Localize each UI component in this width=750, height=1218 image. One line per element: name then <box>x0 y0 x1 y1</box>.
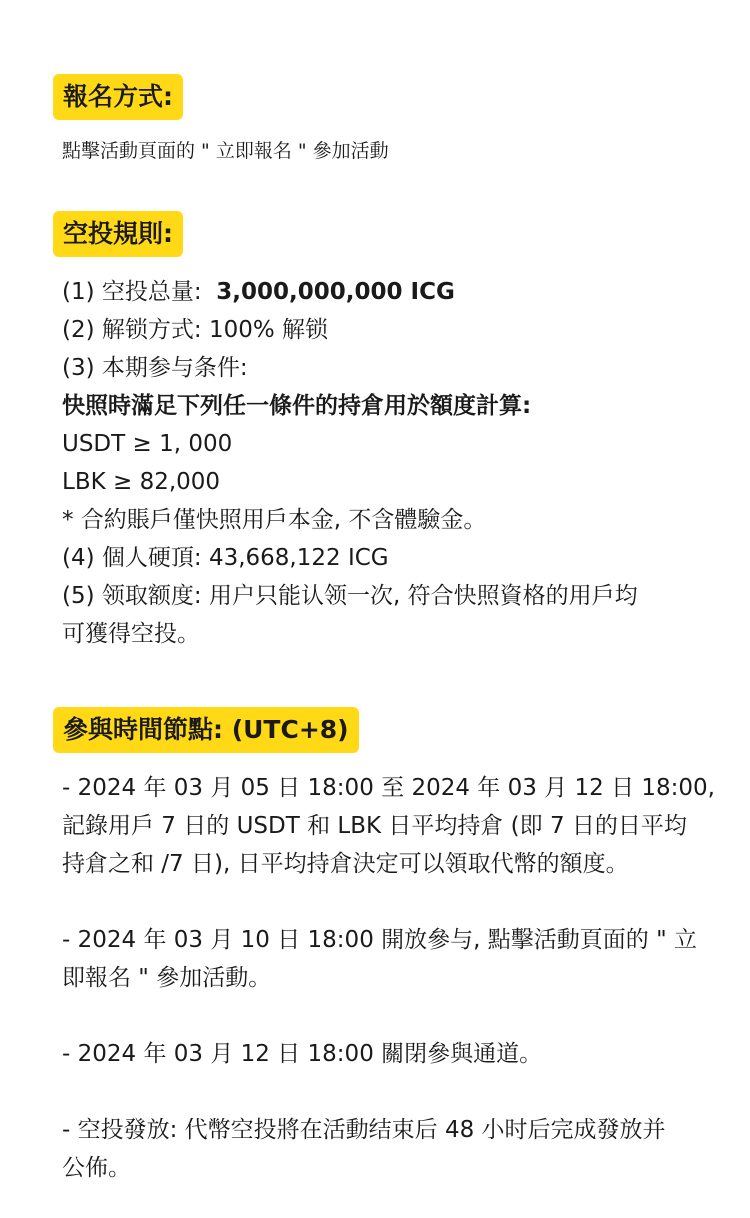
timeline-line: - 2024 年 03 月 12 日 18:00 關閉參與通道。 <box>62 1041 543 1067</box>
timeline-line: - 2024 年 03 月 10 日 18:00 開放參与, 點擊活動頁面的 " 立 <box>62 927 697 953</box>
timeline-line: - 2024 年 03 月 05 日 18:00 至 2024 年 03 月 12 日 18:00, <box>62 775 715 801</box>
rule-snapshot-condition: 快照時滿足下列任一條件的持倉用於額度計算: <box>62 393 532 419</box>
rule-total-amount-label: (1) 空投总量: <box>62 279 202 305</box>
rule-contract-note: * 合約賬戶僅快照用戶本金, 不含體驗金。 <box>62 507 487 533</box>
rule-claim-amount-cont: 可獲得空投。 <box>62 621 200 647</box>
airdrop-rules-list <box>62 273 710 653</box>
timeline-line: 公佈。 <box>62 1155 131 1181</box>
timeline-open-registration <box>62 921 710 997</box>
timeline-snapshot-period <box>62 769 715 883</box>
timeline-line: 記錄用戶 7 日的 USDT 和 LBK 日平均持倉 (即 7 日的日平均 <box>62 813 687 839</box>
airdrop-rules-heading: 空投規則: <box>53 211 183 257</box>
timeline-close-registration <box>62 1035 710 1073</box>
rule-total-amount-value: 3,000,000,000 ICG <box>216 279 455 305</box>
timeline-line: 即報名 " 參加活動。 <box>62 965 272 991</box>
timeline-line: - 空投發放: 代幣空投將在活動结束后 48 小时后完成發放并 <box>62 1117 666 1143</box>
participation-timeline-heading: 參與時間節點: (UTC+8) <box>53 707 359 753</box>
rule-usdt-threshold: USDT ≥ 1, 000 <box>62 431 233 457</box>
participation-timeline <box>62 769 715 1187</box>
rule-lbk-threshold: LBK ≥ 82,000 <box>62 469 221 495</box>
rule-unlock-method: (2) 解锁方式: 100% 解锁 <box>62 317 329 343</box>
timeline-distribution <box>62 1111 710 1187</box>
timeline-line: 持倉之和 /7 日), 日平均持倉決定可以領取代幣的額度。 <box>62 851 629 877</box>
rule-participation-conditions: (3) 本期参与条件: <box>62 355 248 381</box>
registration-method-text: 點擊活動頁面的 " 立即報名 " 參加活動 <box>62 140 389 162</box>
rule-personal-hardcap: (4) 個人硬頂: 43,668,122 ICG <box>62 545 389 571</box>
rule-claim-amount: (5) 领取额度: 用户只能认领一次, 符合快照資格的用戶均 <box>62 583 638 609</box>
registration-method-heading: 報名方式: <box>53 74 183 120</box>
rule-total-amount <box>62 273 710 311</box>
